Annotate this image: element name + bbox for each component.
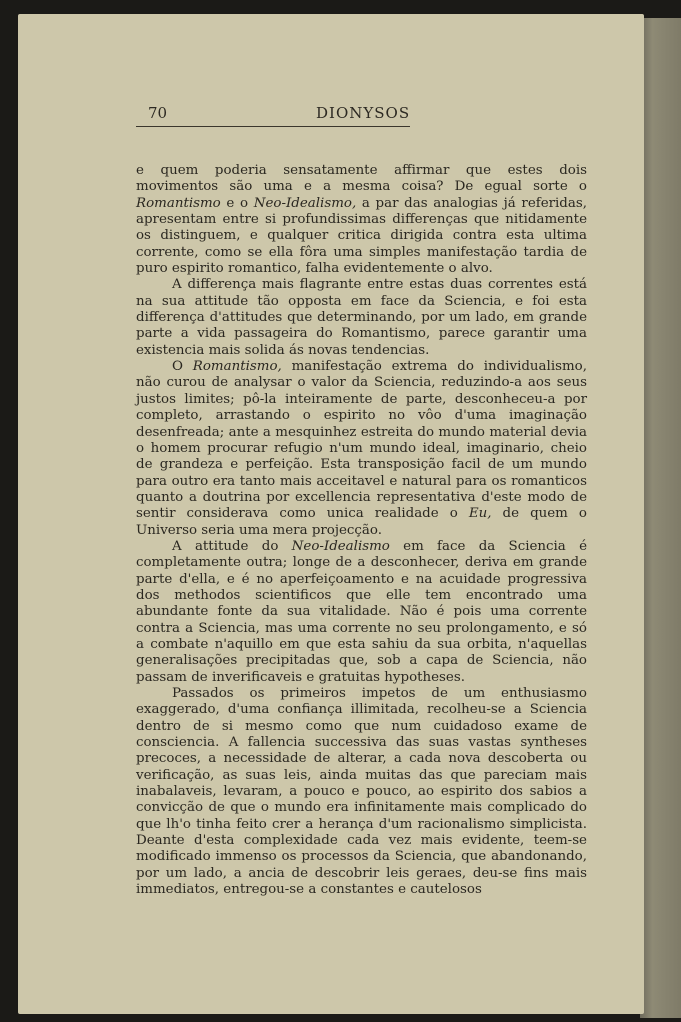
italic-term: Romantismo, bbox=[192, 359, 282, 375]
italic-term: Eu, bbox=[468, 506, 492, 522]
text-segment: Passados os primeiros impetos de um enthusiasmo exaggerado, d'uma confiança illimitada, recolheu-se a Sciencia dentro de si mesmo como que num cuidadoso exame de consciencia. A fallencia successiva das suas vastas syntheses precoces, a necessidade de alterar, a cada nova descoberta ou verificação, as suas leis, ainda muitas das que pareciam mais inabalaveis, levaram, a pouco e pouco, ao espirito dos sabios a convicção de que o mundo era infinitamente mais complicado do que lh'o tinha feito crer a herança d'um racionalismo simplicista. Deante d'esta complexidade cada vez mais evidente, teem-se modificado immenso os processos da Sciencia, que abandonando, por um lado, a ancia de descobrir leis geraes, deu-se fins mais immediatos, entregou-se a constantes e cautelosos bbox=[136, 686, 587, 898]
page-header bbox=[136, 104, 410, 127]
paragraph-4 bbox=[136, 539, 587, 686]
text-segment: O bbox=[172, 359, 193, 375]
adjacent-page-edge bbox=[640, 18, 681, 1018]
paragraph-3 bbox=[136, 359, 587, 539]
text-segment: A differença mais flagrante entre estas duas correntes está na sua attitude tão opposta em face da Sciencia, e foi esta differença d'attitudes que determinando, por um lado, em grande parte a vida passageira do Romantismo, parece garantir uma existencia mais solida ás novas tendencias. bbox=[136, 277, 587, 358]
text-segment: A attitude do bbox=[172, 538, 292, 554]
text-segment: de quem o Universo seria uma mera projecção. bbox=[136, 506, 587, 538]
paragraph-1 bbox=[136, 163, 587, 277]
italic-term: Romantismo bbox=[136, 195, 221, 211]
running-title: DIONYSOS bbox=[316, 104, 411, 122]
paragraph-5 bbox=[136, 686, 587, 898]
italic-term: Neo-Idealismo bbox=[291, 538, 390, 554]
text-segment: manifestação extrema do individualismo, não curou de analysar o valor da Sciencia, reduzindo-a aos seus justos limites; pô-la inteiramente de parte, desconheceu-a por completo, arrastando o espirito no vôo d'uma imaginação desenfreada; ante a mesquinhez estreita do mundo material devia o homem procurar refugio n'um mundo ideal, imaginario, cheio de grandeza e perfeição. Esta transposição facil de um mundo para outro era tanto mais acceitavel e natural para os romanticos quanto a doutrina por excellencia representativa d'este modo de sentir considerava como unica realidade o bbox=[136, 359, 587, 522]
text-segment: em face da Sciencia é completamente outra; longe de a desconhecer, deriva em grande parte d'ella, e é no aperfeiçoamento e na acuidade progressiva dos methodos scientificos que elle tem encontrado uma abundante fonte da sua vitalidade. Não é pois uma corrente contra a Sciencia, mas uma corrente no seu prolongamento, e só a combate n'aquillo em que esta sahiu da sua orbita, n'aquellas generalisações precipitadas que, sob a capa de Sciencia, não passam de inverificaveis e gratuitas hypotheses. bbox=[136, 538, 587, 685]
paragraph-2 bbox=[136, 277, 587, 359]
italic-term: Neo-Idealismo, bbox=[253, 195, 357, 211]
text-segment: a par das analogias já referidas, apresentam entre si profundissimas differenças que nitidamente os distinguem, e qualquer critica dirigida contra esta ultima corrente, como se ella fôra uma simples manifestação tardia de puro espirito romantico, falha evidentemente o alvo. bbox=[136, 195, 587, 277]
text-segment: e o bbox=[220, 195, 254, 211]
page-number: 70 bbox=[148, 104, 168, 122]
text-segment: e quem poderia sensatamente affirmar que estes dois movimentos são uma e a mesma coisa? De egual sorte o bbox=[136, 163, 587, 195]
body-text bbox=[136, 163, 587, 898]
